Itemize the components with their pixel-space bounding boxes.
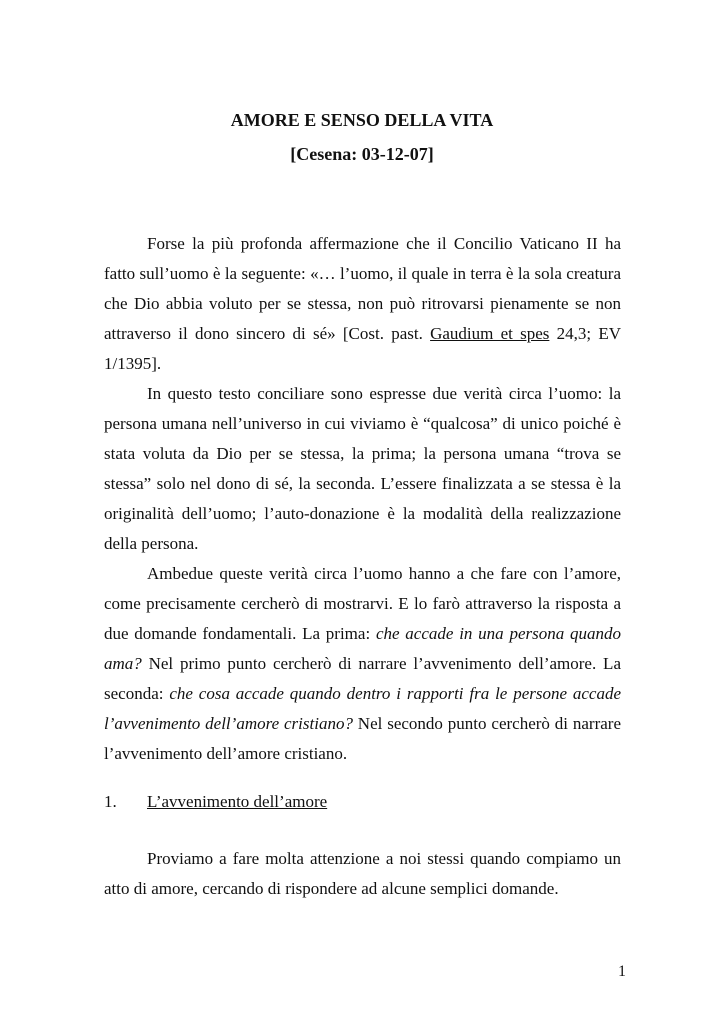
paragraph-3-text-b: Nel primo punto cercherò di narrare l’avvenimento dell’amore. La seconda:	[104, 654, 621, 703]
citation-gaudium-et-spes: Gaudium et spes	[430, 324, 550, 343]
section-heading	[104, 787, 327, 817]
paragraph-1-text-a: Forse la più profonda affermazione che il Concilio Vaticano II ha fatto sull’uomo è la seguente: «… l’uomo, il quale in terra è la sola creatura che Dio abbia voluto per se stessa, non può ritrovarsi pienamente se non attraverso il dono sincero di sé» [Cost. past.	[104, 234, 621, 343]
paragraph-3-text-a: Ambedue queste verità circa l’uomo hanno a che fare con l’amore, come precisamente cercherò di mostrarvi. E lo farò attraverso la risposta a due domande fondamentali. La prima:	[104, 564, 621, 643]
section-title: L’avvenimento dell’amore	[147, 792, 328, 811]
question-2: che cosa accade quando dentro i rapporti fra le persone accade l’avvenimento dell’amore cristiano?	[104, 684, 622, 733]
paragraph-3	[104, 559, 621, 769]
paragraph-1-text-b: 24,3; EV 1/1395].	[104, 324, 621, 373]
section-number: 1.	[104, 792, 117, 811]
document-body	[104, 229, 621, 769]
paragraph-1	[104, 229, 621, 379]
document-subtitle: [Cesena: 03-12-07]	[290, 144, 434, 164]
question-1: che accade in una persona quando ama?	[104, 624, 621, 673]
paragraph-2: In questo testo conciliare sono espresse due verità circa l’uomo: la persona umana nell’universo in cui viviamo è “qualcosa” di unico poiché è stata voluta da Dio per se stessa, la prima; la persona umana “trova se stessa” solo nel dono di sé, la seconda. L’essere finalizzata a se stessa è la originalità dell’uomo; l’auto-donazione è la modalità della realizzazione della persona.	[104, 384, 621, 553]
paragraph-4: Proviamo a fare molta attenzione a noi stessi quando compiamo un atto di amore, cercando di rispondere ad alcune semplici domande.	[104, 849, 621, 898]
page-number: 1	[618, 963, 626, 980]
document-title: AMORE E SENSO DELLA VITA	[230, 110, 494, 130]
closing-section	[104, 844, 621, 904]
paragraph-3-text-c: Nel secondo punto cercherò di narrare l’avvenimento dell’amore cristiano.	[104, 714, 621, 763]
